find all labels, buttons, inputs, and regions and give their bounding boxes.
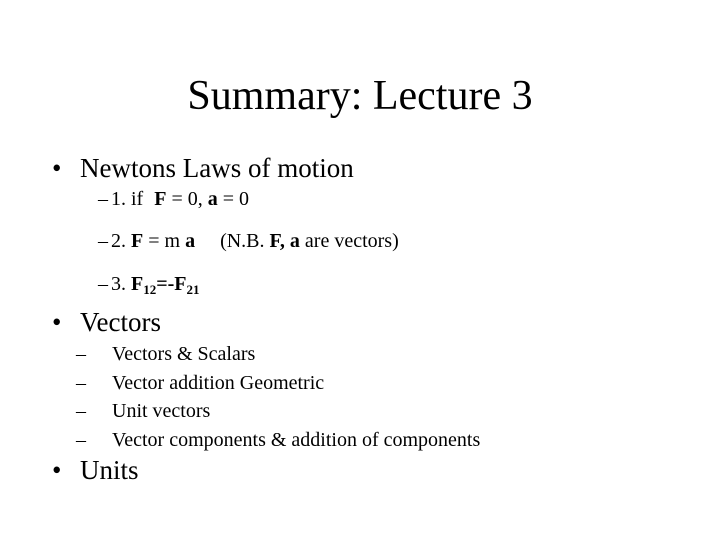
law-3: – 3. $F_{12}=-F_{21}$ [98, 273, 200, 297]
vector-a: a [185, 230, 196, 252]
bullet-newtons-laws [52, 152, 354, 184]
bullet-icon: • [52, 455, 62, 485]
bullet-text: Units [80, 455, 139, 485]
bullet-units [52, 454, 139, 486]
vector-a: a [207, 188, 218, 210]
vector-F21: $F_{21}$ [174, 273, 200, 297]
list-item: – Unit vectors [76, 397, 480, 426]
vector-F12: $F_{12}$ [131, 273, 157, 297]
slide-title: Summary: Lecture 3 [187, 73, 533, 119]
list-item: – Vector components & addition of components [76, 426, 480, 455]
dash-icon: – [76, 343, 86, 365]
list-item: – Vector addition Geometric [76, 369, 480, 398]
dash-icon: – [76, 371, 86, 394]
bullet-vectors [52, 306, 161, 338]
bullet-text: Newtons Laws of motion [80, 153, 354, 183]
dash-icon: – [98, 273, 108, 295]
list-item: – Vectors & Scalars [76, 340, 480, 369]
vector-F: F [131, 230, 144, 252]
bullet-text: Vectors [80, 307, 161, 337]
bullet-icon: • [52, 153, 62, 183]
dash-icon: – [76, 400, 86, 422]
vector-F: F [154, 188, 167, 210]
dash-icon: – [98, 188, 108, 210]
bullet-icon: • [52, 307, 62, 337]
vectors-sublist [76, 340, 480, 454]
dash-icon: – [98, 230, 108, 252]
dash-icon: – [76, 428, 86, 451]
law-1: – 1. if F = 0, a = 0 [98, 188, 249, 210]
law-2: – 2. F = m a (N.B. F, a are vectors) [98, 230, 399, 252]
